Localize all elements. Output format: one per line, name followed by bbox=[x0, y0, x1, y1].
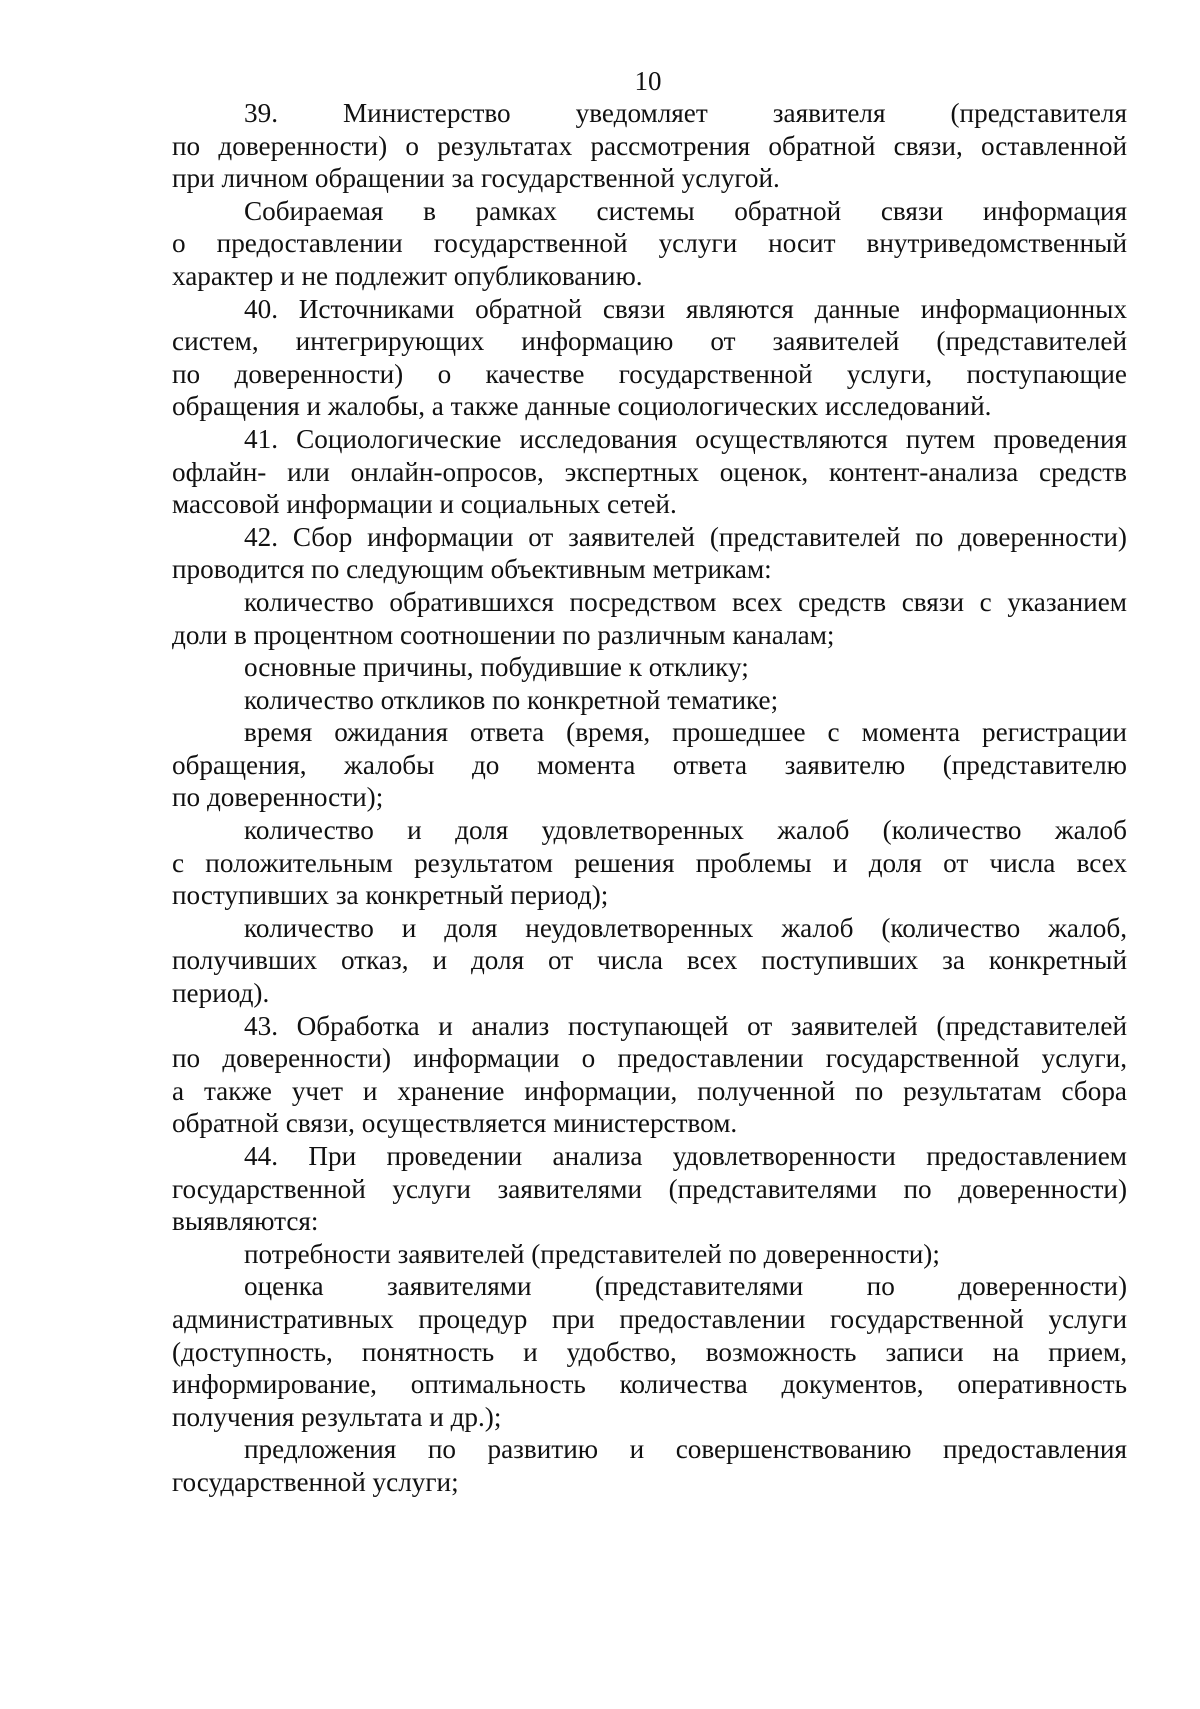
text-line: с положительным результатом решения проблемы и доля от числа всех bbox=[172, 847, 1127, 878]
text-line: по доверенности) о результатах рассмотрения обратной связи, оставленной bbox=[172, 130, 1127, 161]
text-line: получения результата и др.); bbox=[172, 1401, 502, 1432]
text-line: по доверенности) о качестве государственной услуги, поступающие bbox=[172, 358, 1127, 389]
text-line: офлайн- или онлайн-опросов, экспертных оценок, контент-анализа средств bbox=[172, 456, 1127, 487]
text-line: о предоставлении государственной услуги носит внутриведомственный bbox=[172, 228, 1127, 259]
text-line: обращения и жалобы, а также данные социологических исследований. bbox=[172, 391, 992, 422]
paragraph-p43 bbox=[172, 1010, 1127, 1140]
paragraph-p44a bbox=[172, 1238, 1127, 1271]
text-line: государственной услуги; bbox=[172, 1466, 459, 1497]
text-line: а также учет и хранение информации, полученной по результатам сбора bbox=[172, 1075, 1127, 1106]
text-line: систем, интегрирующих информацию от заявителей (представителей bbox=[172, 326, 1127, 357]
paragraph-p42a bbox=[172, 586, 1127, 651]
text-line: по доверенности) информации о предоставлении государственной услуги, bbox=[172, 1043, 1127, 1074]
text-line: количество откликов по конкретной тематике; bbox=[244, 684, 779, 715]
text-line: (доступность, понятность и удобство, возможность записи на прием, bbox=[172, 1336, 1127, 1367]
text-line: 41. Социологические исследования осуществляются путем проведения bbox=[244, 423, 1127, 454]
paragraph-p44b bbox=[172, 1270, 1127, 1433]
text-line: оценка заявителями (представителями по доверенности) bbox=[244, 1271, 1127, 1302]
text-line: выявляются: bbox=[172, 1206, 319, 1237]
text-line: обратной связи, осуществляется министерством. bbox=[172, 1108, 738, 1139]
paragraph-p39 bbox=[172, 97, 1127, 195]
text-line: при личном обращении за государственной услугой. bbox=[172, 163, 780, 194]
paragraph-p42d bbox=[172, 716, 1127, 814]
text-line: обращения, жалобы до момента ответа заявителю (представителю bbox=[172, 749, 1127, 780]
text-line: количество и доля удовлетворенных жалоб (количество жалоб bbox=[244, 815, 1127, 846]
paragraph-p44c bbox=[172, 1433, 1127, 1498]
text-line: проводится по следующим объективным метрикам: bbox=[172, 554, 772, 585]
paragraph-p40 bbox=[172, 293, 1127, 423]
text-line: период). bbox=[172, 978, 270, 1009]
paragraph-p42b bbox=[172, 651, 1127, 684]
text-line: административных процедур при предоставлении государственной услуги bbox=[172, 1303, 1127, 1334]
text-line: поступивших за конкретный период); bbox=[172, 880, 609, 911]
page-number: 10 bbox=[634, 66, 662, 96]
text-line: массовой информации и социальных сетей. bbox=[172, 489, 677, 520]
text-line: получивших отказ, и доля от числа всех поступивших за конкретный bbox=[172, 945, 1127, 976]
text-line: 42. Сбор информации от заявителей (представителей по доверенности) bbox=[244, 521, 1127, 552]
text-line: 40. Источниками обратной связи являются данные информационных bbox=[244, 293, 1127, 324]
paragraph-p41 bbox=[172, 423, 1127, 521]
text-line: количество и доля неудовлетворенных жалоб (количество жалоб, bbox=[244, 912, 1127, 943]
paragraph-p39b bbox=[172, 195, 1127, 293]
text-line: доли в процентном соотношении по различным каналам; bbox=[172, 619, 835, 650]
text-line: государственной услуги заявителями (представителями по доверенности) bbox=[172, 1173, 1127, 1204]
paragraph-p42c bbox=[172, 684, 1127, 717]
document-body bbox=[172, 97, 1127, 1499]
text-line: характер и не подлежит опубликованию. bbox=[172, 260, 643, 291]
text-line: информирование, оптимальность количества документов, оперативность bbox=[172, 1369, 1127, 1400]
text-line: 44. При проведении анализа удовлетворенности предоставлением bbox=[244, 1141, 1127, 1171]
text-line: время ожидания ответа (время, прошедшее с момента регистрации bbox=[244, 717, 1127, 748]
text-line: количество обратившихся посредством всех средств связи с указанием bbox=[244, 586, 1127, 617]
paragraph-p42 bbox=[172, 521, 1127, 586]
paragraph-p42e bbox=[172, 814, 1127, 912]
text-line: по доверенности); bbox=[172, 782, 384, 813]
paragraph-p42f bbox=[172, 912, 1127, 1010]
text-line: 43. Обработка и анализ поступающей от заявителей (представителей bbox=[244, 1010, 1127, 1041]
text-line: 39. Министерство уведомляет заявителя (представителя bbox=[244, 98, 1127, 128]
text-line: основные причины, побудившие к отклику; bbox=[244, 652, 749, 683]
text-line: Собираемая в рамках системы обратной связи информация bbox=[244, 195, 1127, 226]
text-line: предложения по развитию и совершенствованию предоставления bbox=[244, 1434, 1127, 1465]
text-line: потребности заявителей (представителей по доверенности); bbox=[244, 1238, 940, 1269]
paragraph-p44 bbox=[172, 1140, 1127, 1238]
